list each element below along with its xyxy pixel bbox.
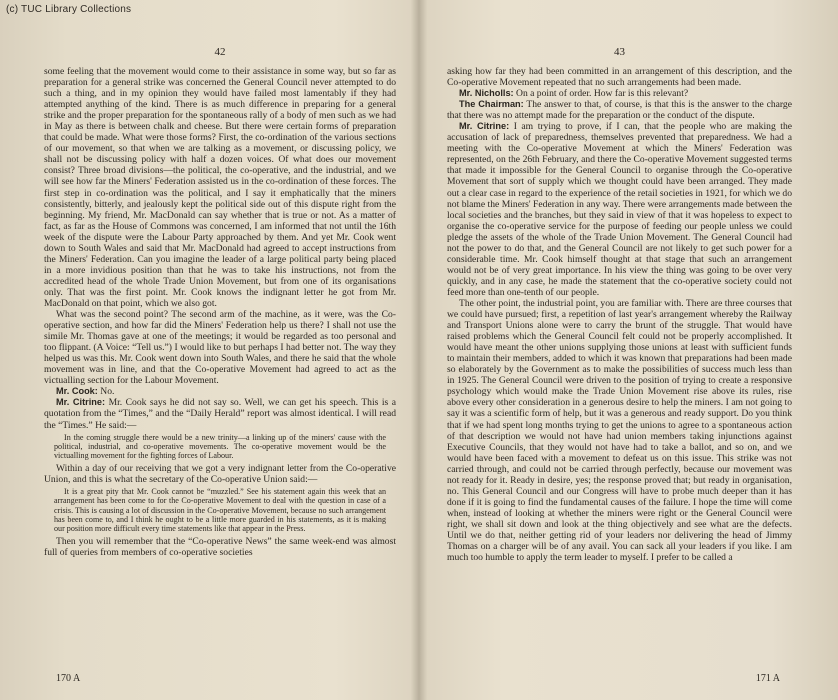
- speaker-paragraph: [44, 386, 396, 397]
- speaker-name: Mr. Nicholls:: [459, 88, 514, 99]
- speaker-text: On a point of order. How far is this relevant?: [516, 88, 689, 100]
- body-paragraph: What was the second point? The second arm of the machine, as it were, was the Co-operative section, and how far did the Miners' Federation help us there? I shall not use the simile Mr. Thomas gave at one of the meetings; it would be regarded as too personal and too flippant. (A Voice: “Tell us.”) I would like to but perhaps I had better not. The way they helped us was this. Mr. Cook went down into South Wales, and there he said that the whole movement was in line, and that the Co-operative Movement had agreed to act as the victualling section for the Labour Movement.: [44, 309, 396, 387]
- speaker-paragraph: [447, 121, 792, 298]
- speaker-name: Mr. Citrine:: [459, 121, 510, 132]
- body-paragraph: Within a day of our receiving that we got a very indignant letter from the Co-operative Union, and this is what the secretary of the Co-operative Union said:—: [44, 462, 396, 485]
- right-page-footer: 171 A: [755, 673, 780, 684]
- quoted-passage: In the coming struggle there would be a new trinity—a linking up of the miners' cause with the political, industrial, and co-operative movements. The co-operative movement would be the victualling movement for the fighting forces of Labour.: [54, 432, 386, 461]
- left-page: [44, 0, 396, 700]
- speaker-paragraph: [447, 99, 792, 121]
- speaker-name: Mr. Cook:: [56, 386, 98, 397]
- right-page-text: [447, 66, 792, 563]
- left-page-number: 42: [214, 46, 226, 58]
- continued-paragraph: some feeling that the movement would come to their assistance in some way, but so far as preparation for a general strike was concerned the General Council never attempted to do such a thing, and in my opinion they would have failed most lamentably if they had attempted anything of the kind. There is as much difference in preparing for a general strike and the proper preparation for the spontaneous rally of a body of men such as we had in May as there is between chalk and cheese. But there were certain forms of preparation that could be made. What were those forms? First, the co-ordination of the various sections of our movement, so that when we are talking as a movement, or discussing policy, we shall not be discussing policy with half a dozen voices. Of what does our movement consist? Three broad divisions—the political, the co-operative, and the industrial, and we will see how far the Miners' Federation assisted us in the co-ordination of these forces. The first step in co-ordination was the political, and I say it emphatically that the miners consistently, bitterly, and jealously kept the political side out of this dispute right from the beginning. My friend, Mr. MacDonald can say whether that is true or not. As a matter of fact, as far as the House of Commons was concerned, I am informed that not until the 16th week of the dispute were the Labour Party approached by them. And yet Mr. Cook went down to South Wales and said that Mr. MacDonald had agreed to accept instructions from the Miners' Federation. Can you imagine the leader of a large political party being placed in a more invidious position than that he was to take his instructions, not from the accredited head of the whole Trade Union Movement, but from one of its organisations only. That was the first point. Mr. Cook knows the indignant letter he got from Mr. MacDonald on that point, which we also got.: [44, 66, 396, 309]
- speaker-name: Mr. Citrine:: [56, 397, 106, 408]
- left-page-text: [44, 66, 396, 558]
- quoted-passage: It is a great pity that Mr. Cook cannot be “muzzled.” See his statement again this week that an arrangement has been come to for the Co-operative Movement to deal with the question in case of a crisis. This is causing a lot of discussion in the Co-operative Movement, because no such arrangement has been come to, and I think he ought to be a little more guarded in his statements, as it is making our position more difficult every time statements like that appear in the Press.: [54, 486, 386, 534]
- left-page-footer: 170 A: [56, 673, 81, 684]
- speaker-text: I am trying to prove, if I can, that the people who are making the accusation of lack of preparedness, themselves prevented that preparedness. We had a meeting with the Co-operative Movement at which the Miners' Federation was represented, on the 26th February, and there the Co-operative Movement suggested terms that made it impossible for the General Council to organise through the Co-operative Movement that sort of supply which we thought could have been arranged. They made out a clear case in regard to the experience of the retail societies in 1921, for which we do not blame the Miners' Federation in any way. There were arrangements made between the local societies and the branches, but they said in view of that it was hopeless to expect to organise the co-operative service for the purpose of feeding our people unless we could pledge the assets of the whole of the Trade Union Movement. The General Council had not the power to do that, and the General Council are not likely to get such power for a considerable time. Mr. Cook himself thought at that stage that such an arrangement would not be of very great importance. In his view the thing was going to be over very quickly, and in any case, he made the statement that the co-operative society could not feed more than one-tenth of our people.: [447, 121, 793, 298]
- speaker-text: The answer to that, of course, is that this is the answer to the charge that there was no attempt made for the preparation or the conduct of the dispute.: [447, 99, 792, 122]
- body-paragraph: The other point, the industrial point, you are familiar with. There are three courses that we could have pursued; first, a repetition of last year's arrangement whereby the Railway and Transport Unions alone were to carry the brunt of the struggle. That would have raised problems which the General Council felt could not be properly accomplished. It would have meant the other unions supplying those unions at least with sufficient funds to maintain their members, added to which it was known that preparations had been made so elaborately by the Government as to make the possibilities of success much less than in 1925. The General Council were driven to the position of trying to create a responsive psychology which would make the Trade Union Movement rise above its rules, rise above every other consideration in a generous desire to help the miners. I am not going to say it was a scientific form of help, but it was a generous and ready support. Do you think that if we had spent long months trying to get the unions to agree to a spontaneous action of that description we would not have had union members taking injunctions against Executive Councils, that they would not have had to take a ballot, and so on, and we would have been faced with a movement to defeat us on this issue. This strike was not carried through, and could not be carried through perfectly, because our movement was not ready for it. Ready in desire, yes; the response proved that; but ready in organisation, no. This General Council and our Congress will have to probe much deeper than it has done if it is going to find the fundamental causes of the failure. I hope the time will come when, instead of looking at whether the miners were right or the General Council were right, we shall sit down and look at the thing objectively and see what are the defects. Until we do that, neither getting rid of your leaders nor delivering the head of Jimmy Thomas on a charger will be of any avail. You can sack all your leaders if you like. I am much too humble to apply the term leader to myself. I prefer to be called a: [447, 297, 792, 564]
- continued-paragraph: asking how far they had been committed in an arrangement of this description, and the Co-operative Movement repeated that no such arrangements had been made.: [447, 66, 792, 89]
- speaker-paragraph: [44, 397, 396, 430]
- right-page: [447, 0, 792, 700]
- speaker-name: The Chairman:: [459, 99, 524, 110]
- body-paragraph: Then you will remember that the “Co-operative News” the same week-end was almost full of queries from members of co-operative societies: [44, 535, 396, 558]
- right-page-number: 43: [614, 46, 625, 58]
- speaker-paragraph: [447, 88, 792, 99]
- speaker-text: Mr. Cook says he did not say so. Well, we can get his speech. This is a quotation from the “Times,” and the “Daily Herald” report was almost identical. I will read the “Times.” He said:—: [44, 397, 396, 431]
- speaker-text: No.: [100, 386, 115, 398]
- copyright-watermark: (c) TUC Library Collections: [6, 4, 132, 15]
